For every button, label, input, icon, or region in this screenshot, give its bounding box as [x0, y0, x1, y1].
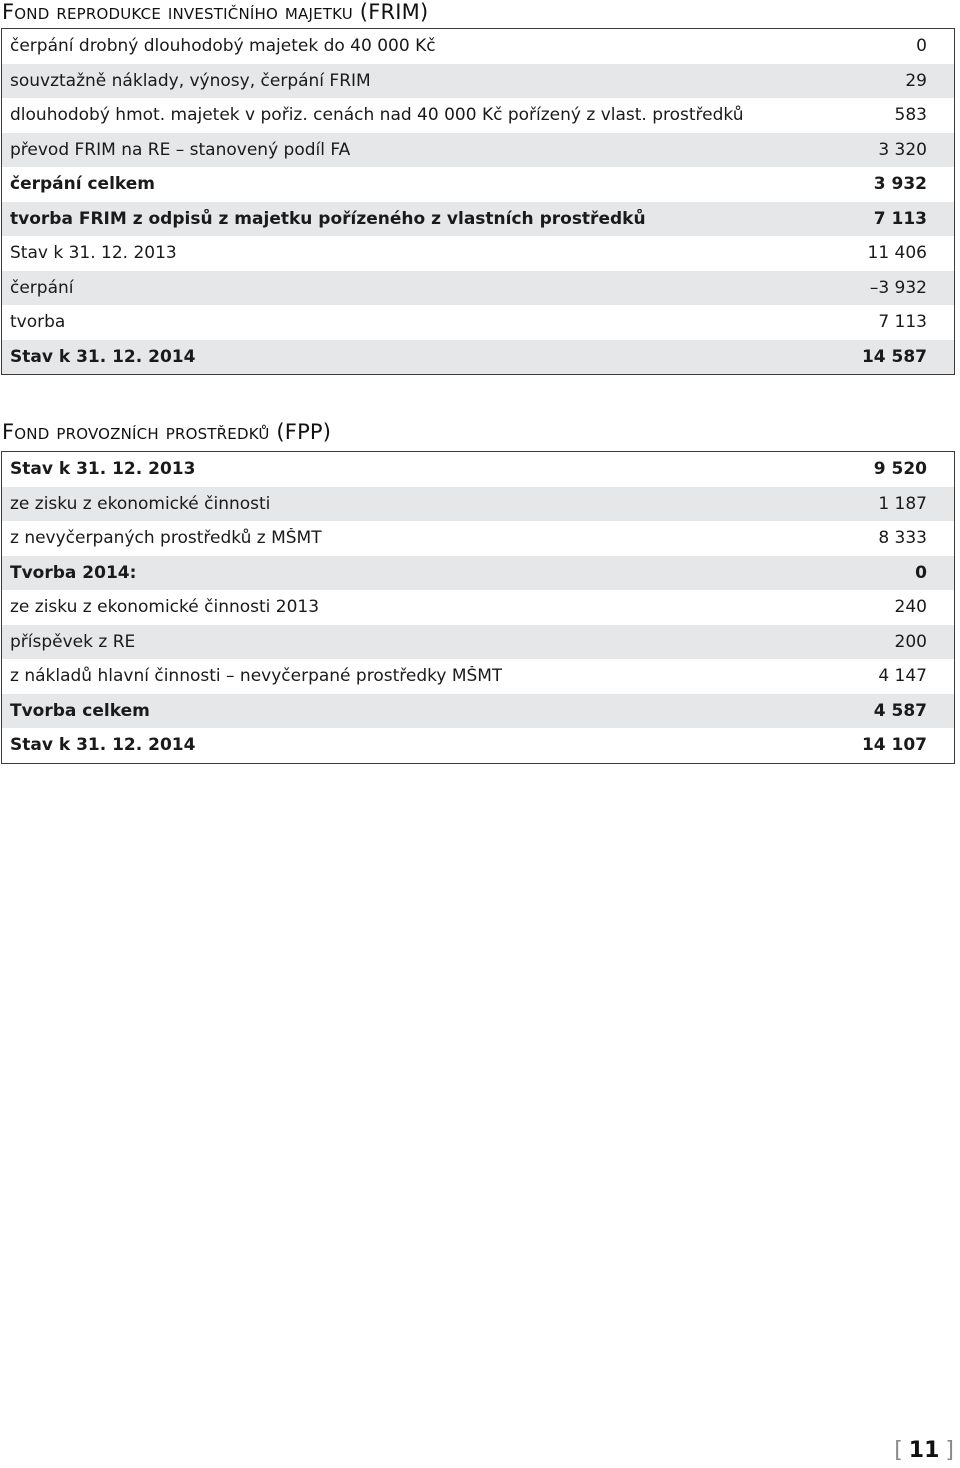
row-label: Stav k 31. 12. 2013: [10, 243, 177, 264]
row-label: dlouhodobý hmot. majetek v pořiz. cenách nad 40 000 Kč pořízený z vlast. prostředků: [10, 105, 744, 126]
table-row: [2, 521, 954, 556]
row-value: 9 520: [873, 459, 927, 480]
table-row: [2, 202, 954, 237]
row-label: tvorba: [10, 312, 66, 333]
row-value: 3 932: [873, 174, 927, 195]
table-row: [2, 590, 954, 625]
table-row: [2, 167, 954, 202]
row-value: 11 406: [867, 243, 927, 264]
table-row: [2, 133, 954, 168]
row-label: příspěvek z RE: [10, 631, 136, 652]
row-value: 8 333: [878, 528, 927, 549]
row-label: Stav k 31. 12. 2014: [10, 735, 196, 756]
row-value: 14 107: [861, 735, 927, 756]
row-value: 240: [894, 597, 927, 618]
table-row: [2, 452, 954, 487]
table-row: [2, 236, 954, 271]
row-label: tvorba FRIM z odpisů z majetku pořízeného z vlastních prostředků: [10, 208, 646, 229]
row-value: 200: [894, 631, 927, 652]
table-row: [2, 487, 954, 522]
table-row: [2, 305, 954, 340]
frim-table: [1, 28, 955, 375]
row-label: Stav k 31. 12. 2014: [10, 346, 196, 367]
row-label: čerpání drobný dlouhodobý majetek do 40 000 Kč: [10, 36, 436, 57]
row-label: převod FRIM na RE – stanovený podíl FA: [10, 139, 351, 160]
row-value: 4 147: [878, 666, 927, 687]
table-row: [2, 625, 954, 660]
table-row: [2, 556, 954, 591]
row-label: ze zisku z ekonomické činnosti: [10, 493, 271, 514]
table-row: [2, 694, 954, 729]
page-number-value: 11: [908, 1438, 940, 1463]
page-bracket-close: ]: [945, 1438, 954, 1463]
row-label: čerpání: [10, 277, 74, 298]
row-label: z nákladů hlavní činnosti – nevyčerpané prostředky MŠMT: [10, 666, 503, 687]
row-value: 0: [915, 562, 927, 583]
fpp-section-title: Fond provozních prostředků (FPP): [2, 420, 332, 444]
row-label: souvztažně náklady, výnosy, čerpání FRIM: [10, 70, 371, 91]
page-bracket-open: [: [894, 1438, 903, 1463]
row-label: Tvorba 2014:: [10, 562, 137, 583]
row-value: 0: [916, 36, 927, 57]
fpp-table: [1, 451, 955, 764]
row-label: Tvorba celkem: [10, 700, 150, 721]
row-label: ze zisku z ekonomické činnosti 2013: [10, 597, 320, 618]
frim-section-title: Fond reprodukce investičního majetku (FRIM): [2, 0, 429, 24]
table-row: [2, 340, 954, 375]
table-row: [2, 98, 954, 133]
row-value: 3 320: [878, 139, 927, 160]
row-value: 7 113: [878, 312, 927, 333]
table-row: [2, 271, 954, 306]
row-value: 29: [905, 70, 927, 91]
page-number: [894, 1438, 954, 1463]
table-row: [2, 29, 954, 64]
row-value: 583: [894, 105, 927, 126]
table-row: [2, 728, 954, 763]
table-row: [2, 659, 954, 694]
row-label: čerpání celkem: [10, 174, 156, 195]
row-value: 1 187: [878, 493, 927, 514]
row-label: Stav k 31. 12. 2013: [10, 459, 196, 480]
row-value: 4 587: [873, 700, 927, 721]
row-label: z nevyčerpaných prostředků z MŠMT: [10, 528, 322, 549]
row-value: –3 932: [869, 277, 927, 298]
table-row: [2, 64, 954, 99]
row-value: 14 587: [861, 346, 927, 367]
row-value: 7 113: [873, 208, 927, 229]
